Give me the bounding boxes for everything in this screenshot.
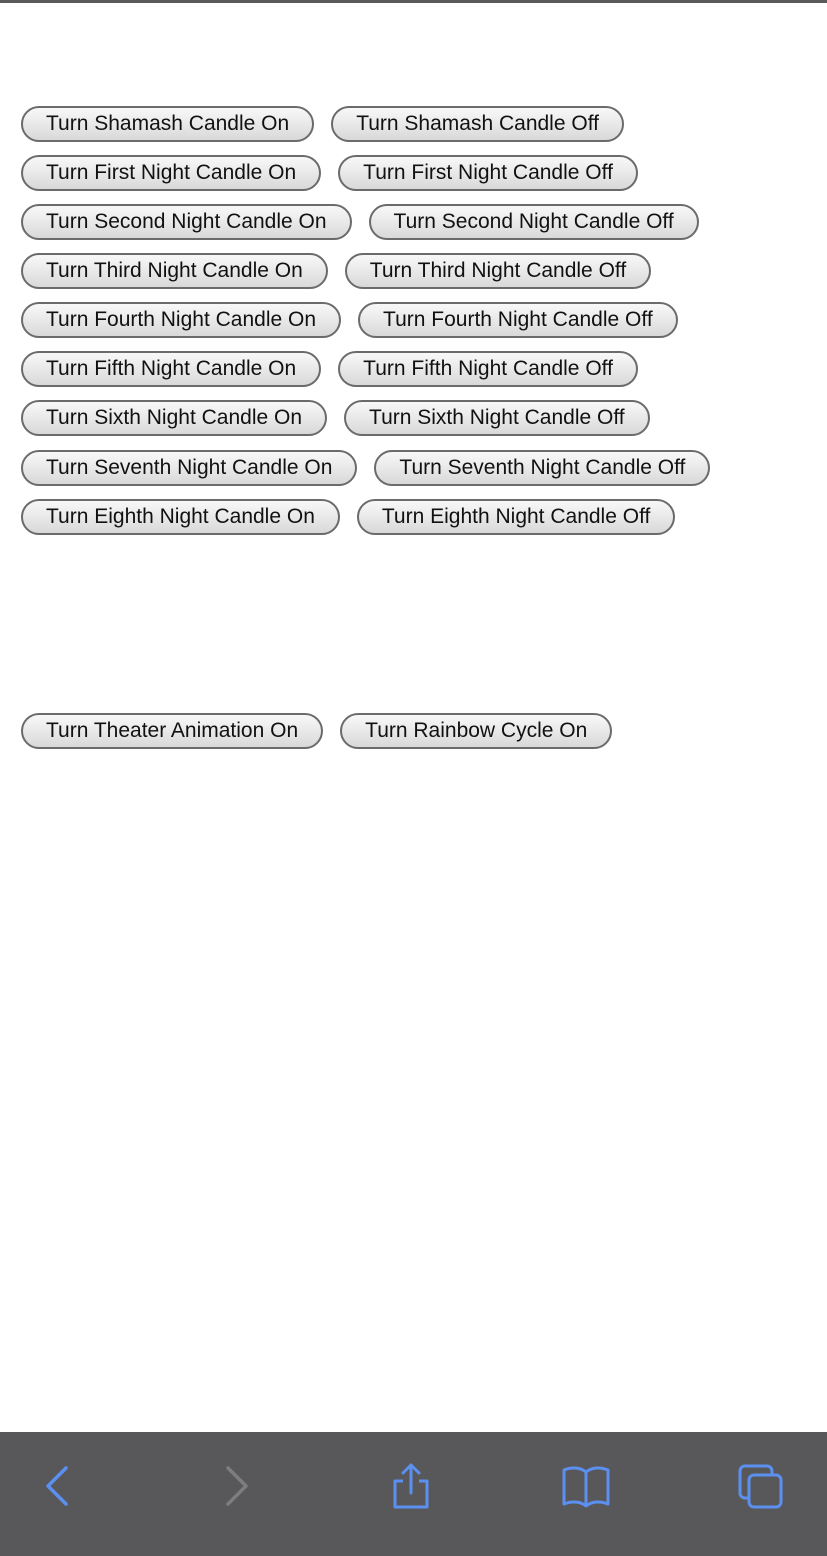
candle-row-first-night bbox=[21, 155, 638, 191]
top-divider bbox=[0, 0, 827, 3]
fifth-night-candle-off-button[interactable]: Turn Fifth Night Candle Off bbox=[338, 351, 638, 387]
fourth-night-candle-off-button[interactable]: Turn Fourth Night Candle Off bbox=[358, 302, 678, 338]
browser-toolbar bbox=[0, 1432, 827, 1556]
bookmarks-icon bbox=[560, 1464, 612, 1508]
forward-icon bbox=[216, 1464, 256, 1508]
candle-row-sixth-night bbox=[21, 400, 650, 436]
animation-row bbox=[21, 713, 612, 749]
share-button[interactable] bbox=[381, 1456, 441, 1516]
candle-row-eighth-night bbox=[21, 499, 675, 535]
fourth-night-candle-on-button[interactable]: Turn Fourth Night Candle On bbox=[21, 302, 341, 338]
sixth-night-candle-on-button[interactable]: Turn Sixth Night Candle On bbox=[21, 400, 327, 436]
candle-row-third-night bbox=[21, 253, 651, 289]
first-night-candle-off-button[interactable]: Turn First Night Candle Off bbox=[338, 155, 638, 191]
eighth-night-candle-off-button[interactable]: Turn Eighth Night Candle Off bbox=[357, 499, 675, 535]
third-night-candle-off-button[interactable]: Turn Third Night Candle Off bbox=[345, 253, 651, 289]
tabs-icon bbox=[736, 1462, 786, 1510]
third-night-candle-on-button[interactable]: Turn Third Night Candle On bbox=[21, 253, 328, 289]
tabs-button[interactable] bbox=[731, 1456, 791, 1516]
candle-row-fifth-night bbox=[21, 351, 638, 387]
first-night-candle-on-button[interactable]: Turn First Night Candle On bbox=[21, 155, 321, 191]
eighth-night-candle-on-button[interactable]: Turn Eighth Night Candle On bbox=[21, 499, 340, 535]
back-button[interactable] bbox=[28, 1456, 88, 1516]
fifth-night-candle-on-button[interactable]: Turn Fifth Night Candle On bbox=[21, 351, 321, 387]
shamash-candle-off-button[interactable]: Turn Shamash Candle Off bbox=[331, 106, 624, 142]
second-night-candle-off-button[interactable]: Turn Second Night Candle Off bbox=[369, 204, 699, 240]
second-night-candle-on-button[interactable]: Turn Second Night Candle On bbox=[21, 204, 352, 240]
candle-row-shamash bbox=[21, 106, 624, 142]
candle-row-fourth-night bbox=[21, 302, 678, 338]
candle-row-seventh-night bbox=[21, 450, 710, 486]
seventh-night-candle-off-button[interactable]: Turn Seventh Night Candle Off bbox=[374, 450, 710, 486]
rainbow-cycle-on-button[interactable]: Turn Rainbow Cycle On bbox=[340, 713, 612, 749]
back-icon bbox=[38, 1464, 78, 1508]
candle-row-second-night bbox=[21, 204, 699, 240]
shamash-candle-on-button[interactable]: Turn Shamash Candle On bbox=[21, 106, 314, 142]
seventh-night-candle-on-button[interactable]: Turn Seventh Night Candle On bbox=[21, 450, 357, 486]
bookmarks-button[interactable] bbox=[556, 1456, 616, 1516]
theater-animation-on-button[interactable]: Turn Theater Animation On bbox=[21, 713, 323, 749]
forward-button[interactable] bbox=[206, 1456, 266, 1516]
share-icon bbox=[389, 1461, 433, 1511]
sixth-night-candle-off-button[interactable]: Turn Sixth Night Candle Off bbox=[344, 400, 650, 436]
